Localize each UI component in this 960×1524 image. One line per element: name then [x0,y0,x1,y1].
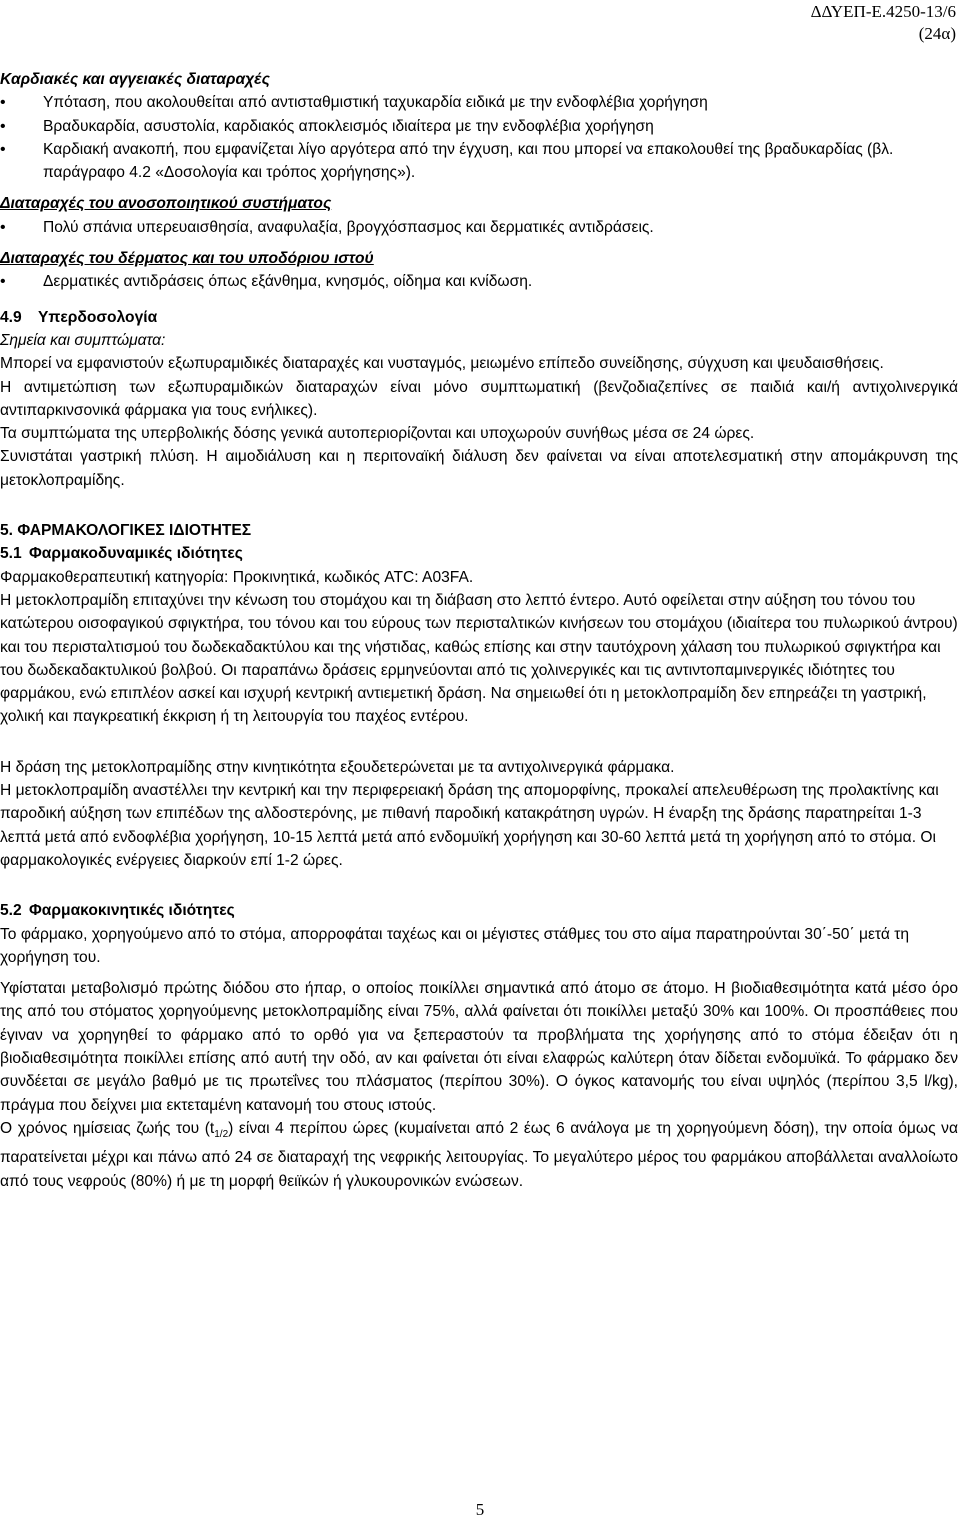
list-item: • Δερματικές αντιδράσεις όπως εξάνθημα, κνησμός, οίδημα και κνίδωση. [0,270,958,293]
page-number: 5 [475,1500,485,1519]
paragraph: Η μετοκλοπραμίδη επιταχύνει την κένωση του στομάχου και τη διάβαση στο λεπτό έντερο. Αυτό οφείλεται στην αύξηση του τόνου του κατώτερου οισοφαγικού σφιγκτήρα, του τόνου και του εύρους των περισταλτικών κινήσεων του στομάχου (ιδιαίτερα του πυλωρικού άντρου) και του περισταλτισμού του δωδεκαδακτύλου και της νήστιδας, καθώς επίσης και στην ταυτόχρονη χάλαση του πυλωρικού σφιγκτήρα και του δωδεκαδακτυλικού βολβού. Οι παραπάνω δράσεις ερμηνεύονται από τις χολινεργικές και τις αντιντοπαμινεργικές ιδιότητες του φαρμάκου, ενώ επιπλέον ασκεί και ισχυρή κεντρική αντιεμετική δράση. Να σημειωθεί ότι η μετοκλοπραμίδη δεν επηρεάζει τη γαστρική, χολική και παγκρεατική έκκριση ή τη λειτουργία του παχέος εντέρου. [0,591,958,726]
paragraph: Το φάρμακο, χορηγούμενο από το στόμα, απορροφάται ταχέως και οι μέγιστες στάθμες του στο αίμα παρατηρούνται 30΄-50΄ μετά τη χορήγηση του. [0,925,910,966]
document-code-suffix: (24α) [918,24,956,43]
paragraph: Τα συμπτώματα της υπερβολικής δόσης γενικά αυτοπεριορίζονται και υποχωρούν συνήθως μέσα σε 24 ώρες. [0,425,755,443]
immune-list [0,216,958,239]
paragraph: Υφίσταται μεταβολισμό πρώτης διόδου στο ήπαρ, ο οποίος ποικίλλει σημαντικά από άτομο σε άτομο. Η βιοδιαθεσιμότητα κατά μέσο όρο της από του στόματος χορηγούμενης μετοκλοπραμίδης είναι 75%, αλλά φαίνεται ότι ποικίλλει μεταξύ 30% και 100%. Οι προσπάθειες που έγιναν να χορηγηθεί το φάρμακο από το ορθό για να ξεπεραστούν τα προβλήματα της χορήγησης από το στόμα έδειξαν ότι η βιοδιαθεσιμότητα ποικίλλει επίσης από αυτή την οδό, αν και φαίνεται ότι είναι ελαφρώς καλύτερη όταν δίδεται ενδομυϊκά. Το φάρμακο δεν συνδέεται σε μεγάλο βαθμό με τις πρωτεΐνες του πλάσματος (περίπου 30%). Ο όγκος κατανομής του είναι υψηλός (περίπου 3,5 l/kg), πράγμα που δείχνει μια εκτεταμένη κατανομή του στους ιστούς. [0,980,958,1114]
list-item: • Πολύ σπάνια υπερευαισθησία, αναφυλαξία, βρογχόσπασμος και δερματικές αντιδράσεις. [0,216,958,239]
skin-heading: Διαταραχές του δέρματος και του υποδόριου ιστού [0,250,374,268]
section-number: 5.2 [0,902,22,920]
paragraph: Η δράση της μετοκλοπραμίδης στην κινητικότητα εξουδετερώνεται με τα αντιχολινεργικά φάρμακα. [0,758,675,776]
skin-list [0,270,958,293]
pk-heading [0,899,958,922]
pd-heading [0,542,958,565]
paragraph: Ο χρόνος ημίσειας ζωής του $(t_{1/2})$ είναι 4 περίπου ώρες (κυμαίνεται από 2 έως 6 ανάλογα με τη χορηγούμενη δόση), την οποία όμως να παρατείνεται μέχρι και πάνω από 24 σε διαταραχή της νεφρικής λειτουργίας. Το μεγαλύτερο μέρος του φαρμάκου αποβάλλεται αναλλοίωτο από τους νεφρούς (80%) ή με τη μορφή θειϊκών ή γλυκουρονικών ενώσεων. [0,1119,958,1190]
section-number: 5.1 [0,545,22,563]
document-header [811,1,956,45]
immune-heading: Διαταραχές του ανοσοποιητικού συστήματος [0,195,332,213]
paragraph: Συνιστάται γαστρική πλύση. Η αιμοδιάλυση και η περιτοναϊκή διάλυση δεν φαίνεται να είναι αποτελεσματική στην απομάκρυνση της μετοκλοπραμίδης. [0,448,958,489]
list-item: • Καρδιακή ανακοπή, που εμφανίζεται λίγο αργότερα από την έγχυση, και που μπορεί να επακολουθεί της βραδυκαρδίας (βλ. παράγραφο 4.2 «Δοσολογία και τρόπος χορήγησης»). [0,138,958,185]
section-title: Υπερδοσολογία [38,308,158,326]
section-number: 4.9 [0,308,22,326]
paragraph: Μπορεί να εμφανιστούν εξωπυραμιδικές διαταραχές και νυσταγμός, μειωμένο επίπεδο συνείδησης, σύγχυση και ψευδαισθήσεις. [0,355,884,373]
paragraph: Φαρμακοθεραπευτική κατηγορία: Προκινητικά, κωδικός ATC: A03FA. [0,568,474,586]
section-5-heading: 5. ΦΑΡΜΑΚΟΛΟΓΙΚΕΣ ΙΔΙΟΤΗΤΕΣ [0,522,252,540]
overdose-heading [0,306,958,329]
cardio-heading: Καρδιακές και αγγειακές διαταραχές [0,71,270,88]
paragraph: Η μετοκλοπραμίδη αναστέλλει την κεντρική και την περιφερειακή δράση της απομορφίνης, προκαλεί απελευθέρωση της προλακτίνης και παροδική αύξηση των επιπέδων της αλδοστερόνης, με πιθανή παροδική κατακράτηση υγρών. Η έναρξη της δράσης παρατηρείται 1-3 λεπτά μετά από ενδοφλέβια χορήγηση, 10-15 λεπτά μετά από ενδομυϊκή χορήγηση και 30-60 λεπτά μετά τη χορήγηση από το στόμα. Οι φαρμακολογικές ενέργειες διαρκούν επί 1-2 ώρες. [0,782,939,869]
section-title: Φαρμακοδυναμικές ιδιότητες [29,545,243,563]
document-code: ΔΔΥΕΠ-Ε.4250-13/6 [810,2,956,21]
paragraph: Η αντιμετώπιση των εξωπυραμιδικών διαταραχών είναι μόνο συμπτωματική (βενζοδιαζεπίνες σε παιδιά και/ή αντιχολινεργικά αντιπαρκινσονικά φάρμακα για τους ενήλικες). [0,378,958,419]
list-item: • Υπόταση, που ακολουθείται από αντισταθμιστική ταχυκαρδία ειδικά με την ενδοφλέβια χορήγηση [0,91,958,114]
section-title: Φαρμακοκινητικές ιδιότητες [29,902,235,920]
document-body [0,68,958,1193]
overdose-subtitle: Σημεία και συμπτώματα: [0,331,166,349]
list-item: • Βραδυκαρδία, ασυστολία, καρδιακός αποκλεισμός ιδιαίτερα με την ενδοφλέβια χορήγηση [0,115,958,138]
cardio-list [0,91,958,184]
